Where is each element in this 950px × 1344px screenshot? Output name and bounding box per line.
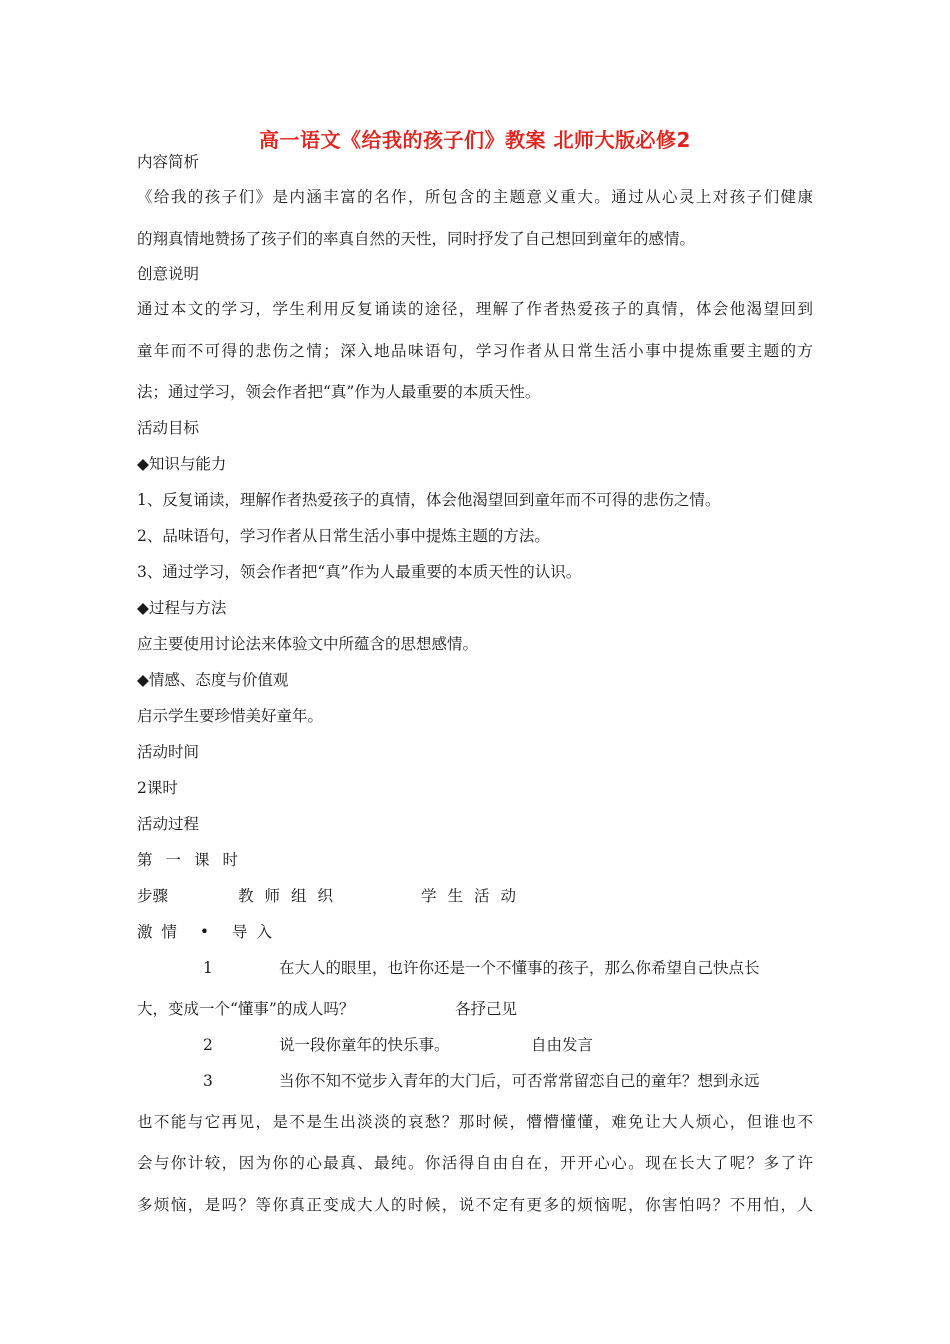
row-number: 2 <box>203 1036 213 1054</box>
stage-label: 激情 • 导入 <box>137 923 281 941</box>
creative-paragraph-line: 通过本文的学习，学生利用反复诵读的途径，理解了作者热爱孩子的真情，体会他渴望回到 <box>137 300 813 318</box>
knowledge-item: 3、通过学习，领会作者把“真”作为人最重要的本质天性的认识。 <box>137 563 582 581</box>
table-header-student: 学生活动 <box>421 887 528 905</box>
row-student-text: 各抒己见 <box>455 1000 518 1018</box>
creative-heading: 创意说明 <box>137 265 200 283</box>
time-text: 2课时 <box>137 779 178 797</box>
row-number: 1 <box>203 959 213 977</box>
row-teacher-text: 说一段你童年的快乐事。 <box>279 1036 450 1054</box>
row-teacher-text: 当你不知不觉步入青年的大门后，可否常常留恋自己的童年？想到永远 <box>279 1072 760 1090</box>
content-summary-paragraph-line: 《给我的孩子们》是内涵丰富的名作，所包含的主题意义重大。通过从心灵上对孩子们健康 <box>137 188 813 206</box>
emotion-text: 启示学生要珍惜美好童年。 <box>137 707 324 725</box>
row-teacher-text: 大，变成一个“懂事”的成人吗？ <box>137 1000 355 1018</box>
creative-paragraph-line: 法；通过学习，领会作者把“真”作为人最重要的本质天性。 <box>137 383 541 401</box>
table-header-step: 步骤 <box>137 887 169 905</box>
content-summary-paragraph-line: 的翔真情地赞扬了孩子们的率真自然的天性，同时抒发了自己想回到童年的感情。 <box>137 230 696 248</box>
row-student-text: 自由发言 <box>531 1036 594 1054</box>
knowledge-heading: ◆知识与能力 <box>137 455 227 473</box>
content-summary-heading: 内容简析 <box>137 153 200 171</box>
time-heading: 活动时间 <box>137 743 200 761</box>
emotion-heading: ◆情感、态度与价值观 <box>137 671 289 689</box>
row-number: 3 <box>203 1072 213 1090</box>
row-teacher-text: 也不能与它再见，是不是生出淡淡的哀愁？那时候，懵懵懂懂，难免让大人烦心，但谁也不 <box>137 1113 813 1131</box>
process-heading: ◆过程与方法 <box>137 599 227 617</box>
lesson-label: 第一课时 <box>137 851 252 869</box>
process-text: 应主要使用讨论法来体验文中所蕴含的思想感情。 <box>137 635 479 653</box>
row-teacher-text: 在大人的眼里，也许你还是一个不懂事的孩子，那么你希望自己快点长 <box>279 959 760 977</box>
creative-paragraph-line: 童年而不可得的悲伤之情；深入地品味语句，学习作者从日常生活小事中提炼重要主题的方 <box>137 342 813 360</box>
row-teacher-text: 多烦恼，是吗？等你真正变成大人的时候，说不定有更多的烦恼呢，你害怕吗？不用怕，人 <box>137 1196 813 1214</box>
table-header-teacher: 教师组织 <box>238 887 345 905</box>
row-teacher-text: 会与你计较，因为你的心最真、最纯。你活得自由自在，开开心心。现在长大了呢？多了许 <box>137 1154 813 1172</box>
flow-heading: 活动过程 <box>137 815 200 833</box>
knowledge-item: 2、品味语句，学习作者从日常生活小事中提炼主题的方法。 <box>137 527 550 545</box>
document-title: 高一语文《给我的孩子们》教案 北师大版必修2 <box>259 128 691 152</box>
knowledge-item: 1、反复诵读，理解作者热爱孩子的真情，体会他渴望回到童年而不可得的悲伤之情。 <box>137 491 721 509</box>
goals-heading: 活动目标 <box>137 419 200 437</box>
